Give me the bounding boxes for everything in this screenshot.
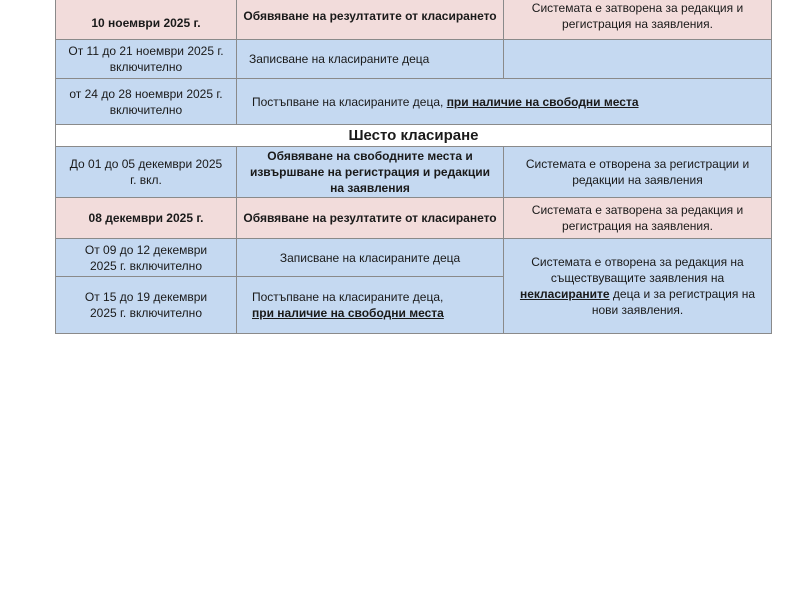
action-cell bbox=[237, 0, 504, 40]
action-text: Записване на класираните деца bbox=[249, 52, 430, 66]
date-text-cont: включително bbox=[109, 60, 183, 74]
action-text: Постъпване на класираните деца, bbox=[252, 94, 444, 109]
system-status-text: Системата е отворена за регистрации и редакции на заявления bbox=[525, 157, 750, 187]
table-row bbox=[56, 40, 772, 79]
system-status-cell bbox=[504, 147, 772, 198]
table-row bbox=[56, 198, 772, 239]
date-cell bbox=[56, 79, 237, 125]
section-heading-row bbox=[56, 125, 772, 147]
table-row bbox=[56, 239, 772, 277]
date-text: От 11 до 21 ноември 2025 г. bbox=[68, 44, 224, 58]
date-text: От 15 до 19 декември bbox=[84, 290, 208, 304]
date-text: 08 декември 2025 г. bbox=[88, 211, 204, 225]
action-emphasis: при наличие на свободни места bbox=[446, 94, 639, 109]
date-text: До 01 до 05 декември 2025 bbox=[69, 157, 223, 171]
action-text: Обявяване на свободните места и извършване на регистрация и редакции на заявления bbox=[249, 149, 491, 195]
date-cell bbox=[56, 198, 237, 239]
action-cell bbox=[237, 79, 772, 125]
date-text-cont: включително bbox=[109, 102, 183, 117]
date-cell bbox=[56, 239, 237, 277]
enrollment-schedule-table bbox=[55, 0, 772, 334]
system-status-cell-merged bbox=[504, 239, 772, 334]
table-row bbox=[56, 79, 772, 125]
date-text: От 09 до 12 декември bbox=[84, 242, 208, 257]
system-status-cell bbox=[504, 198, 772, 239]
system-status-emphasis: некласираните bbox=[519, 287, 610, 301]
system-status-text: Системата е отворена за редакция на съществуващите заявления на bbox=[531, 255, 744, 285]
date-cell bbox=[56, 0, 237, 40]
action-cell bbox=[237, 277, 504, 334]
action-text: Обявяване на резултатите от класирането bbox=[243, 211, 497, 225]
date-text-cont: 2025 г. включително bbox=[89, 306, 202, 320]
date-text-cont: 2025 г. включително bbox=[89, 258, 202, 273]
date-cell bbox=[56, 147, 237, 198]
system-status-cell bbox=[504, 0, 772, 40]
action-text: Обявяване на резултатите от класирането bbox=[243, 9, 497, 23]
system-status-text-cont: деца и за регистрация на нови заявления. bbox=[591, 287, 756, 317]
table-row bbox=[56, 0, 772, 40]
date-text-cont: г. вкл. bbox=[130, 173, 162, 187]
table-row bbox=[56, 147, 772, 198]
system-status-text: Системата е затворена за редакция и регистрация на заявления. bbox=[531, 203, 744, 233]
action-text: Постъпване на класираните деца, bbox=[252, 290, 444, 304]
system-status-cell bbox=[504, 40, 772, 79]
action-cell bbox=[237, 147, 504, 198]
action-cell bbox=[237, 239, 504, 277]
date-text: 10 ноември 2025 г. bbox=[91, 16, 201, 30]
system-status-text: Системата е затворена за редакция и регистрация на заявления. bbox=[531, 1, 744, 31]
action-cell bbox=[237, 40, 504, 79]
date-text: от 24 до 28 ноември 2025 г. bbox=[69, 86, 223, 101]
date-cell bbox=[56, 40, 237, 79]
action-text: Записване на класираните деца bbox=[279, 250, 461, 265]
date-cell bbox=[56, 277, 237, 334]
action-emphasis: при наличие на свободни места bbox=[252, 306, 444, 320]
action-cell bbox=[237, 198, 504, 239]
section-title: Шесто класиране bbox=[56, 125, 772, 147]
